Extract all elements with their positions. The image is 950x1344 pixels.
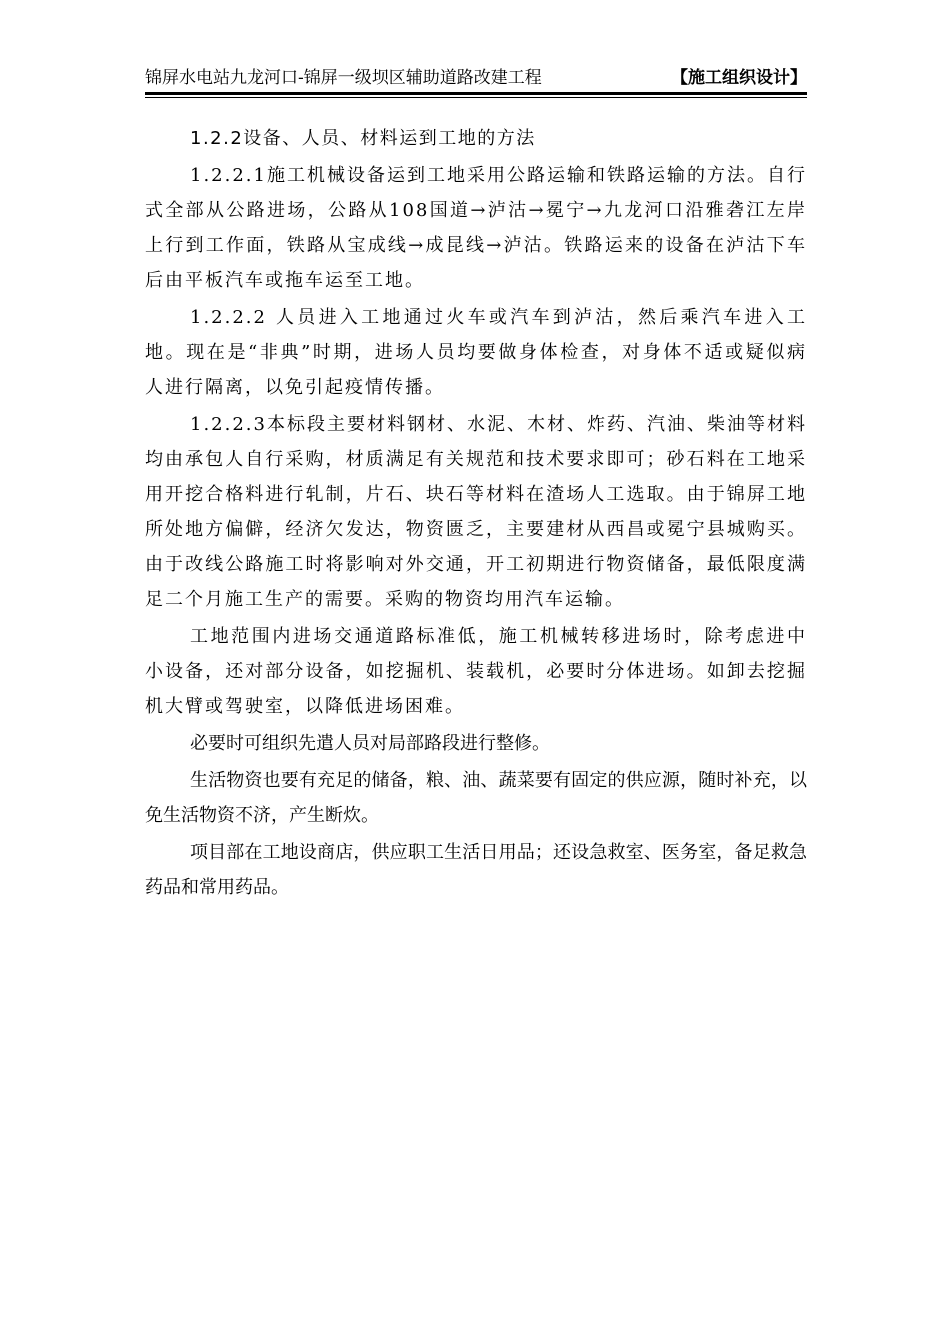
header-rule-thin — [145, 97, 807, 98]
paragraph-materials-procurement: 1.2.2.3本标段主要材料钢材、水泥、木材、炸药、汽油、柴油等材料均由承包人自行采购，材质满足有关规范和技术要求即可；砂石料在工地采用开挖合格料进行轧制，片石、块石等材料在渣场人工选取。由于锦屏工地所处地方偏僻，经济欠发达，物资匮乏，主要建材从西昌或冕宁县城购买。由于改线公路施工时将影响对外交通，开工初期进行物资储备，最低限度满足二个月施工生产的需要。采购的物资均用汽车运输。 — [145, 414, 807, 610]
header-document-type: 【施工组织设计】 — [671, 68, 807, 88]
document-body — [145, 122, 807, 905]
paragraph-equipment-transport: 1.2.2.1施工机械设备运到工地采用公路运输和铁路运输的方法。自行式全部从公路进场，公路从108国道→泸沽→冕宁→九龙河口沿雅砻江左岸上行到工作面，铁路从宝成线→成昆线→泸沽。铁路运来的设备在泸沽下车后由平板汽车或拖车运至工地。 — [145, 165, 807, 291]
paragraph-personnel-entry: 1.2.2.2 人员进入工地通过火车或汽车到泸沽，然后乘汽车进入工地。现在是“非典”时期，进场人员均要做身体检查，对身体不适或疑似病人进行隔离，以免引起疫情传播。 — [145, 307, 807, 398]
paragraph-living-supplies: 生活物资也要有充足的储备，粮、油、蔬菜要有固定的供应源，随时补充，以免生活物资不济，产生断炊。 — [145, 770, 807, 826]
paragraph-project-store: 项目部在工地设商店，供应职工生活日用品；还设急救室、医务室，备足救急药品和常用药品。 — [145, 842, 807, 898]
paragraph-road-repair: 必要时可组织先遣人员对局部路段进行整修。 — [190, 733, 550, 754]
header-project-title: 锦屏水电站九龙河口-锦屏一级坝区辅助道路改建工程 — [145, 68, 542, 88]
paragraph-site-access: 工地范围内进场交通道路标准低，施工机械转移进场时，除考虑进中小设备，还对部分设备，如挖掘机、装载机，必要时分体进场。如卸去挖掘机大臂或驾驶室，以降低进场困难。 — [145, 626, 807, 717]
section-heading: 1.2.2设备、人员、材料运到工地的方法 — [190, 128, 536, 149]
header-rule-thick — [145, 92, 807, 95]
